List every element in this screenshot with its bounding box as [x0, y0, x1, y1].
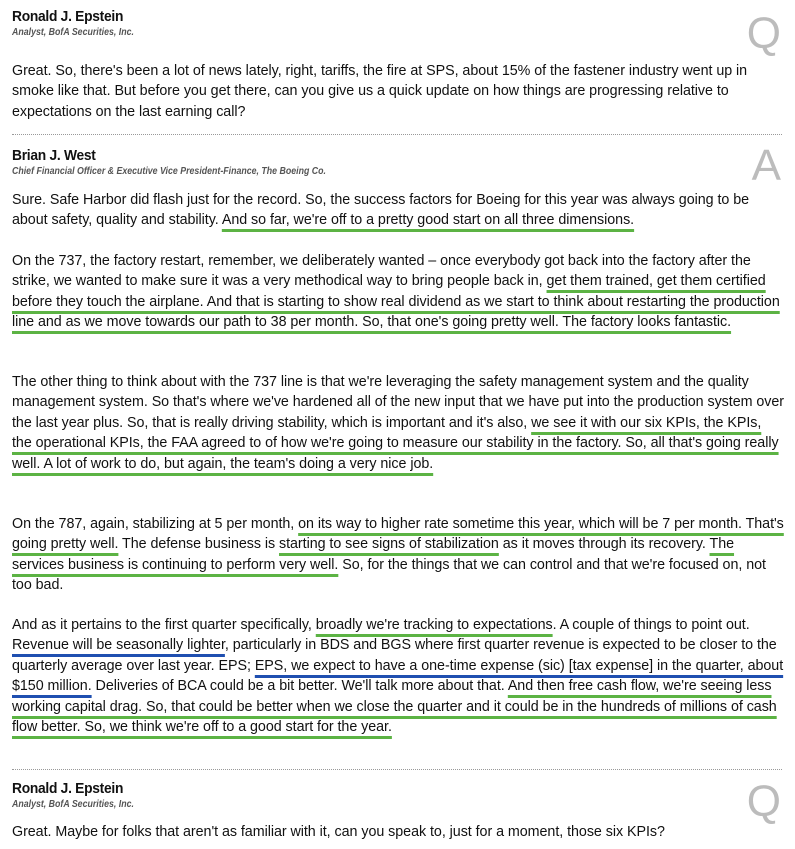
- transcript-paragraph: [12, 61, 784, 122]
- question-marker: Q: [746, 777, 781, 826]
- speaker-name: Brian J. West: [12, 147, 96, 164]
- highlight-green: And then free cash flow, we're seeing less working capital drag. So, that could be better when we close the quarter and it could be in the hundreds of millions of cash flow better. So, we think we're off to a good start for the year.: [12, 678, 777, 736]
- answer-marker: A: [751, 141, 781, 190]
- text-segment: Sure. Safe Harbor did flash just for the record. So, the success factors for Boeing for this year was always going to be about safety, quality and stability.: [12, 192, 750, 229]
- speaker-name: Ronald J. Epstein: [12, 8, 124, 25]
- speaker-title: Analyst, BofA Securities, Inc.: [12, 799, 134, 810]
- transcript-paragraph: [12, 251, 784, 333]
- highlight-green: on its way to higher rate sometime this year, which will be 7 per month. That's going pretty well.: [12, 516, 784, 553]
- highlight-green: get them trained, get them certified before they touch the airplane. And that is starting to show real dividend as we start to think about restarting the production line and as we move towards our path to 38 per month. So, that one's going pretty well. The factory looks fantastic.: [12, 273, 780, 331]
- text-segment: And as it pertains to the first quarter specifically,: [12, 617, 316, 633]
- highlight-blue: Revenue will be seasonally lighter: [12, 637, 225, 654]
- text-segment: , particularly in BDS and BGS where first quarter revenue is expected to be closer to the quarterly average over last year. EPS;: [12, 637, 777, 674]
- speaker-header: [12, 8, 782, 40]
- highlight-blue: EPS, we expect to have a one-time expense (sic) [tax expense] in the quarter, about $150 million.: [12, 657, 784, 695]
- text-segment: Deliveries of BCA could be a bit better. We'll talk more about that.: [91, 678, 508, 695]
- text-segment: The defense business is: [118, 536, 280, 553]
- text-segment: as it moves through its recovery.: [498, 536, 710, 553]
- text-segment: . A couple of things to point out.: [552, 617, 750, 633]
- highlight-green: The services business is continuing to perform very well.: [12, 536, 735, 573]
- section-divider: [12, 134, 782, 135]
- highlight-green: And so far, we're off to a pretty good start on all three dimensions.: [221, 212, 635, 229]
- speaker-header: [12, 780, 782, 812]
- transcript-paragraph: [12, 514, 784, 596]
- transcript-paragraph: [12, 372, 784, 474]
- transcript-paragraph: [12, 615, 784, 737]
- highlight-green: broadly we're tracking to expectations: [315, 617, 553, 633]
- text-segment: On the 737, the factory restart, remember, we deliberately wanted – once everybody got back into the factory after the strike, we wanted to make sure it was a very methodical way to bring people back in,: [12, 253, 751, 290]
- transcript-paragraph: [12, 822, 784, 842]
- text-segment: Great. Maybe for folks that aren't as familiar with it, can you speak to, just for a moment, those six KPIs?: [12, 824, 665, 840]
- text-segment: Great. So, there's been a lot of news lately, right, tariffs, the fire at SPS, about 15% of the fastener industry went up in smoke like that. But before you get there, can you give us a quick update on how things are progressing relative to expectations on the last earning call?: [12, 63, 748, 120]
- text-segment: The other thing to think about with the 737 line is that we're leveraging the safety management system and the quality management system. So that's where we've hardened all of the new input that we have put into the production system over the last year plus. So, that is really driving stability, which is important and it's also,: [12, 374, 784, 431]
- section-divider: [12, 769, 782, 770]
- text-segment: So, for the things that we can control and that we're focused on, not too bad.: [12, 556, 766, 594]
- speaker-name: Ronald J. Epstein: [12, 780, 124, 797]
- text-segment: On the 787, again, stabilizing at 5 per month,: [12, 516, 299, 532]
- speaker-header: [12, 147, 782, 179]
- question-marker: Q: [746, 9, 781, 58]
- highlight-green: we see it with our six KPIs, the KPIs, the operational KPIs, the FAA agreed to of how we're going to measure our stability in the factory. So, all that's going really well. A lot of work to do, but again, the team's doing a very nice job.: [12, 414, 779, 472]
- speaker-title: Chief Financial Officer & Executive Vice President-Finance, The Boeing Co.: [12, 166, 326, 177]
- speaker-title: Analyst, BofA Securities, Inc.: [12, 27, 134, 38]
- transcript-paragraph: [12, 190, 784, 231]
- highlight-green: starting to see signs of stabilization: [279, 536, 499, 553]
